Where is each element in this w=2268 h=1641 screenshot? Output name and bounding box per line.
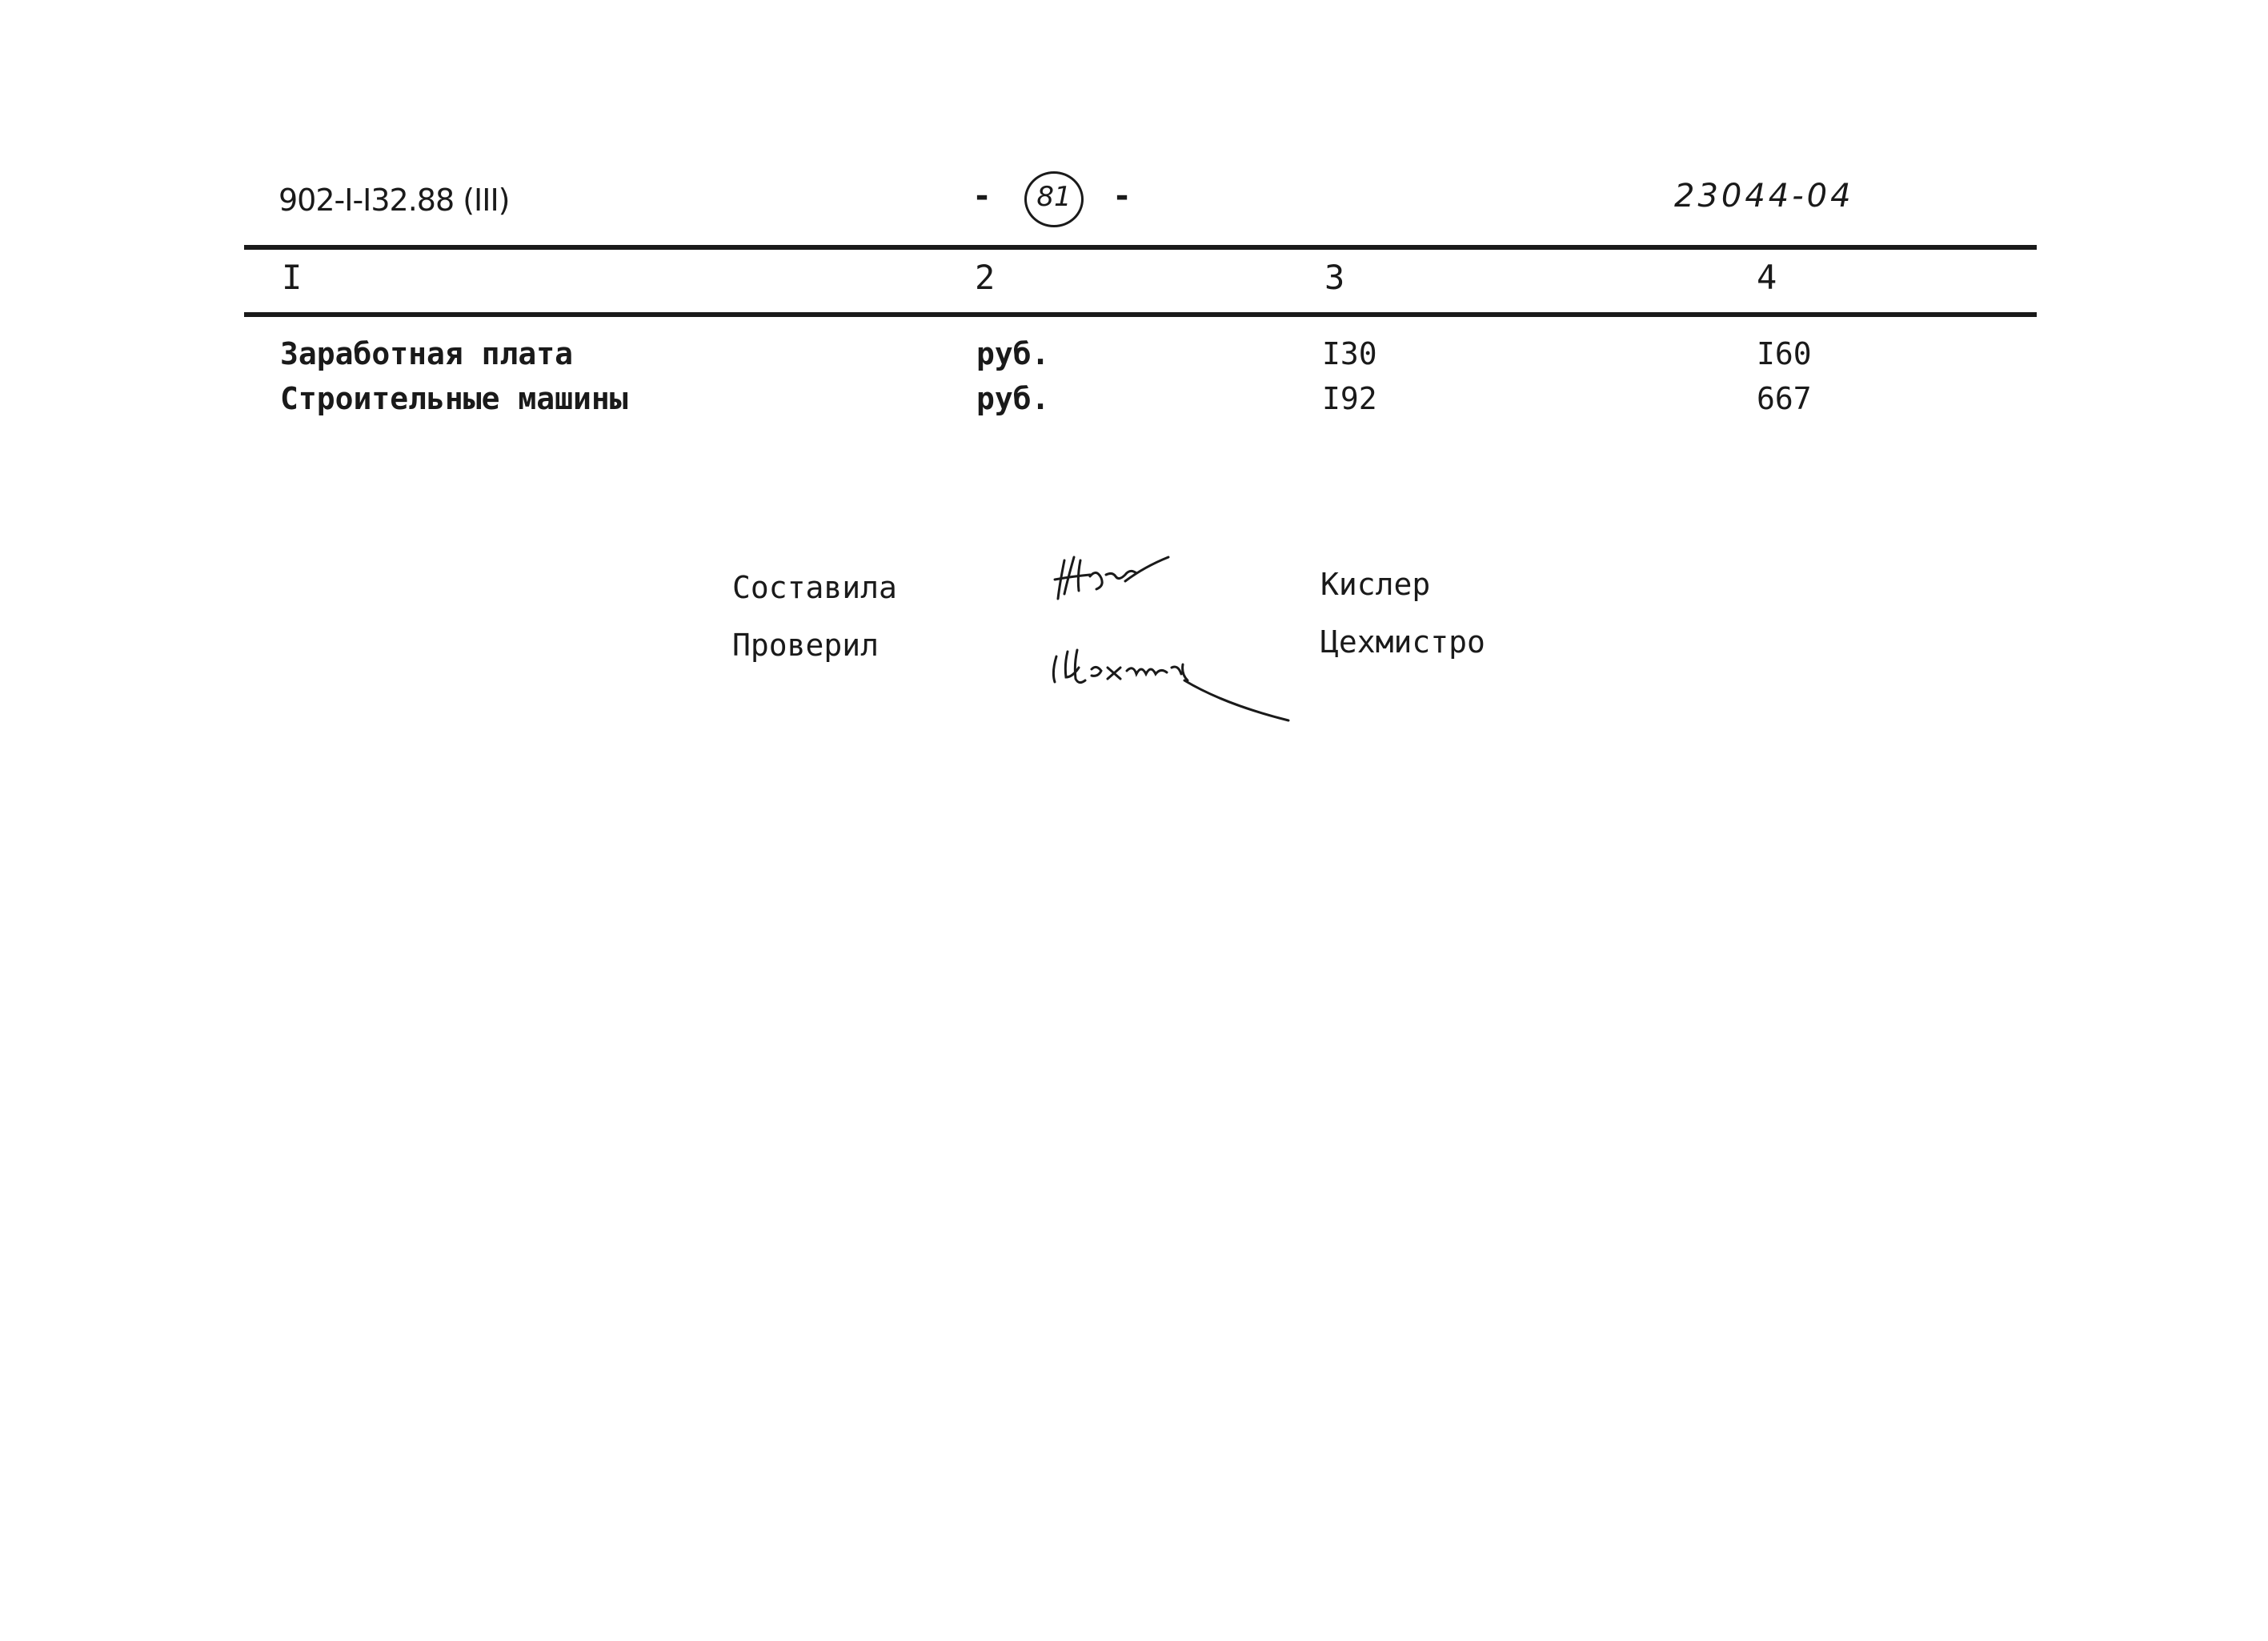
document-number: 23044-04: [1674, 178, 1854, 215]
column-header-3: 3: [1324, 258, 1345, 297]
row-col4-value: 667: [1757, 381, 1812, 416]
signature-name: Кислер: [1320, 567, 1431, 602]
row-col3-value: I92: [1322, 381, 1377, 416]
handwritten-signature: [1048, 544, 1192, 608]
table-header-rule: [244, 312, 2037, 317]
column-header-4: 4: [1757, 258, 1777, 297]
row-name: Заработная плата: [280, 336, 574, 371]
row-unit: руб.: [976, 381, 1050, 416]
page-dash-left: -: [972, 178, 992, 215]
page-dash-right: -: [1112, 178, 1132, 215]
page-number: 81: [1036, 181, 1072, 213]
document-code: 902-I-I32.88 (III): [278, 183, 510, 218]
row-name: Строительные машины: [280, 381, 628, 416]
column-header-2: 2: [975, 258, 996, 297]
signature-role: Проверил: [732, 628, 880, 663]
row-col3-value: I30: [1322, 336, 1377, 371]
row-col4-value: I60: [1757, 336, 1812, 371]
row-unit: руб.: [976, 336, 1050, 371]
signature-role: Составила: [732, 570, 897, 605]
table-top-rule: [244, 245, 2037, 250]
column-header-1: I: [282, 258, 303, 297]
handwritten-signature: [1040, 632, 1296, 728]
signature-name: Цехмистро: [1320, 624, 1485, 660]
